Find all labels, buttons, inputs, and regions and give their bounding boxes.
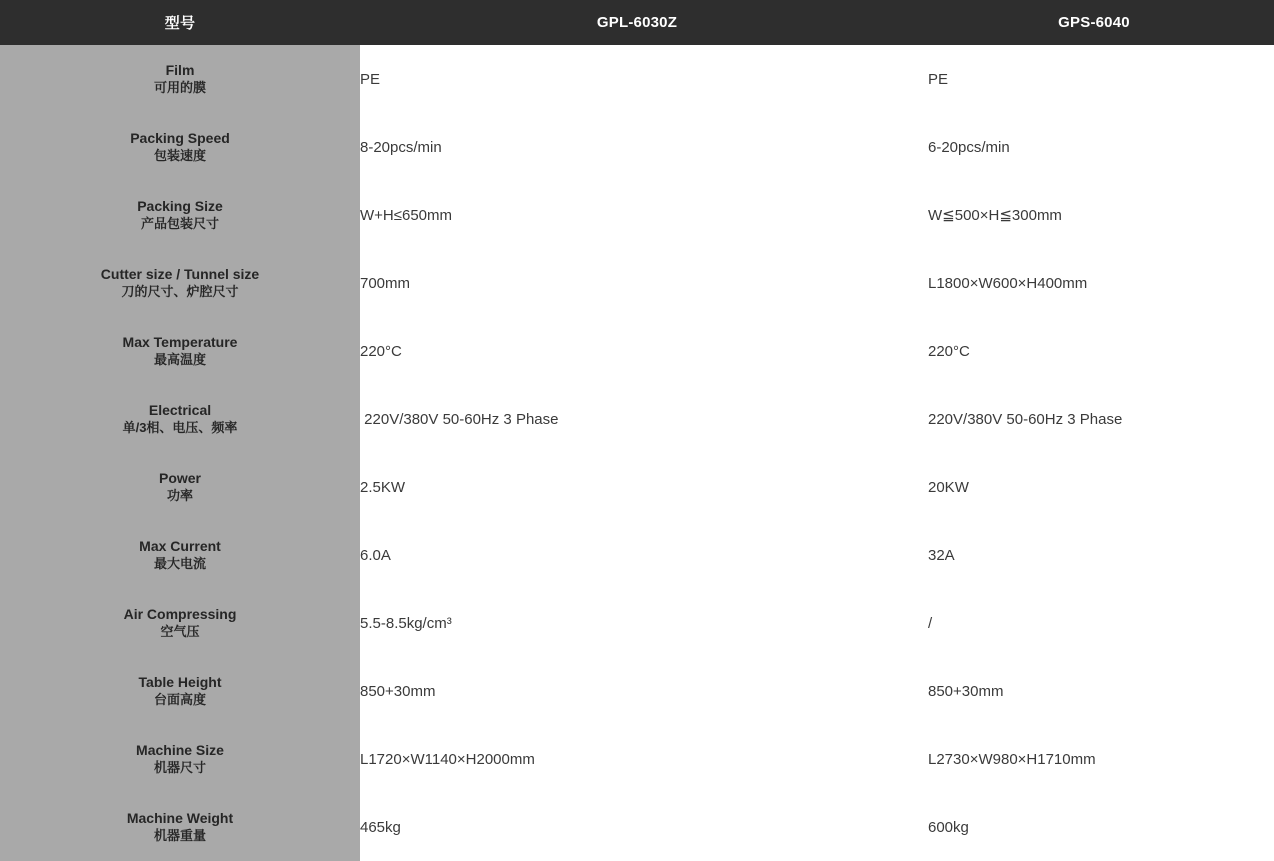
row-label-en: Film	[165, 61, 195, 78]
value-text: 6-20pcs/min	[928, 138, 1010, 156]
row-label-cn: 台面高度	[153, 692, 206, 708]
row-value-model-2	[914, 793, 1274, 861]
table-row	[0, 385, 1274, 453]
table-row	[0, 521, 1274, 589]
row-label-air-compressing	[0, 589, 360, 657]
value-text: 6.0A	[360, 546, 391, 564]
row-label-cn: 刀的尺寸、炉腔尺寸	[121, 284, 239, 300]
row-label-cutter-tunnel-size	[0, 249, 360, 317]
row-value-model-1	[360, 589, 914, 657]
row-label-film	[0, 45, 360, 113]
value-text: L1800×W600×H400mm	[928, 274, 1088, 292]
row-value-model-1	[360, 453, 914, 521]
table-row	[0, 181, 1274, 249]
row-value-model-2	[914, 113, 1274, 181]
row-value-model-1	[360, 113, 914, 181]
row-label-max-current	[0, 521, 360, 589]
value-text: 220°C	[928, 342, 970, 360]
row-label-packing-speed	[0, 113, 360, 181]
row-value-model-1	[360, 725, 914, 793]
value-text: 850+30mm	[928, 682, 1004, 700]
row-label-en: Electrical	[148, 401, 212, 418]
row-label-cn: 功率	[166, 488, 193, 504]
table-row	[0, 113, 1274, 181]
value-text: /	[928, 614, 933, 632]
value-text: 20KW	[928, 478, 969, 496]
row-label-en: Power	[158, 469, 201, 486]
value-text: 220V/380V 50-60Hz 3 Phase	[360, 410, 559, 428]
value-text: 465kg	[360, 818, 401, 836]
header-cell-label: 型号	[0, 0, 360, 45]
table-row	[0, 317, 1274, 385]
row-label-en: Max Temperature	[122, 333, 238, 350]
header-cell-model-2: GPS-6040	[914, 0, 1274, 45]
value-text: 2.5KW	[360, 478, 406, 496]
row-label-cn: 机器尺寸	[153, 760, 206, 776]
header-row	[0, 0, 1274, 45]
row-value-model-2	[914, 181, 1274, 249]
row-label-en: Table Height	[138, 673, 222, 690]
row-value-model-1	[360, 385, 914, 453]
value-text: PE	[928, 70, 949, 88]
value-text: 220°C	[360, 342, 402, 360]
value-text: W+H≤650mm	[360, 206, 452, 224]
row-label-en: Machine Weight	[126, 809, 234, 826]
value-text: 5.5-8.5kg/cm³	[360, 614, 452, 632]
row-value-model-2	[914, 657, 1274, 725]
row-value-model-2	[914, 453, 1274, 521]
row-label-cn: 产品包装尺寸	[140, 216, 219, 232]
row-label-en: Packing Speed	[130, 129, 230, 146]
table-row	[0, 45, 1274, 113]
row-label-electrical	[0, 385, 360, 453]
row-value-model-2	[914, 589, 1274, 657]
row-label-cn: 包装速度	[153, 148, 206, 164]
value-text: 220V/380V 50-60Hz 3 Phase	[928, 410, 1123, 428]
table-row	[0, 589, 1274, 657]
table-row	[0, 453, 1274, 521]
row-label-en: Machine Size	[136, 741, 224, 758]
row-label-cn: 机器重量	[153, 828, 206, 844]
row-value-model-1	[360, 317, 914, 385]
value-text: PE	[360, 70, 381, 88]
row-label-cn: 最大电流	[153, 556, 206, 572]
table-body	[0, 45, 1274, 861]
row-value-model-1	[360, 249, 914, 317]
value-text: L2730×W980×H1710mm	[928, 750, 1096, 768]
value-text: 850+30mm	[360, 682, 436, 700]
row-label-en: Max Current	[139, 537, 221, 554]
row-value-model-1	[360, 181, 914, 249]
row-value-model-1	[360, 657, 914, 725]
row-label-cn: 可用的膜	[153, 80, 206, 96]
row-value-model-1	[360, 521, 914, 589]
row-value-model-2	[914, 45, 1274, 113]
row-label-en: Air Compressing	[123, 605, 237, 622]
row-value-model-2	[914, 725, 1274, 793]
row-value-model-1	[360, 45, 914, 113]
row-label-packing-size	[0, 181, 360, 249]
value-text: 600kg	[928, 818, 969, 836]
row-label-cn: 空气压	[160, 624, 200, 640]
row-value-model-2	[914, 385, 1274, 453]
value-text: 8-20pcs/min	[360, 138, 442, 156]
row-label-power	[0, 453, 360, 521]
header-cell-model-1: GPL-6030Z	[360, 0, 914, 45]
row-label-table-height	[0, 657, 360, 725]
value-text: L1720×W1140×H2000mm	[360, 750, 535, 768]
row-label-cn: 最高温度	[153, 352, 206, 368]
row-value-model-1	[360, 793, 914, 861]
value-text: 32A	[928, 546, 955, 564]
row-value-model-2	[914, 521, 1274, 589]
row-value-model-2	[914, 249, 1274, 317]
table-row	[0, 725, 1274, 793]
value-text: 700mm	[360, 274, 411, 292]
table-row	[0, 249, 1274, 317]
table-header	[0, 0, 1274, 45]
table-row	[0, 657, 1274, 725]
row-label-en: Cutter size / Tunnel size	[100, 265, 260, 282]
row-label-machine-size	[0, 725, 360, 793]
row-label-en: Packing Size	[137, 197, 223, 214]
row-label-cn: 单/3相、电压、频率	[122, 420, 238, 436]
row-label-machine-weight	[0, 793, 360, 861]
table-row	[0, 793, 1274, 861]
row-label-max-temperature	[0, 317, 360, 385]
row-value-model-2	[914, 317, 1274, 385]
value-text: W≦500×H≦300mm	[928, 207, 1062, 224]
